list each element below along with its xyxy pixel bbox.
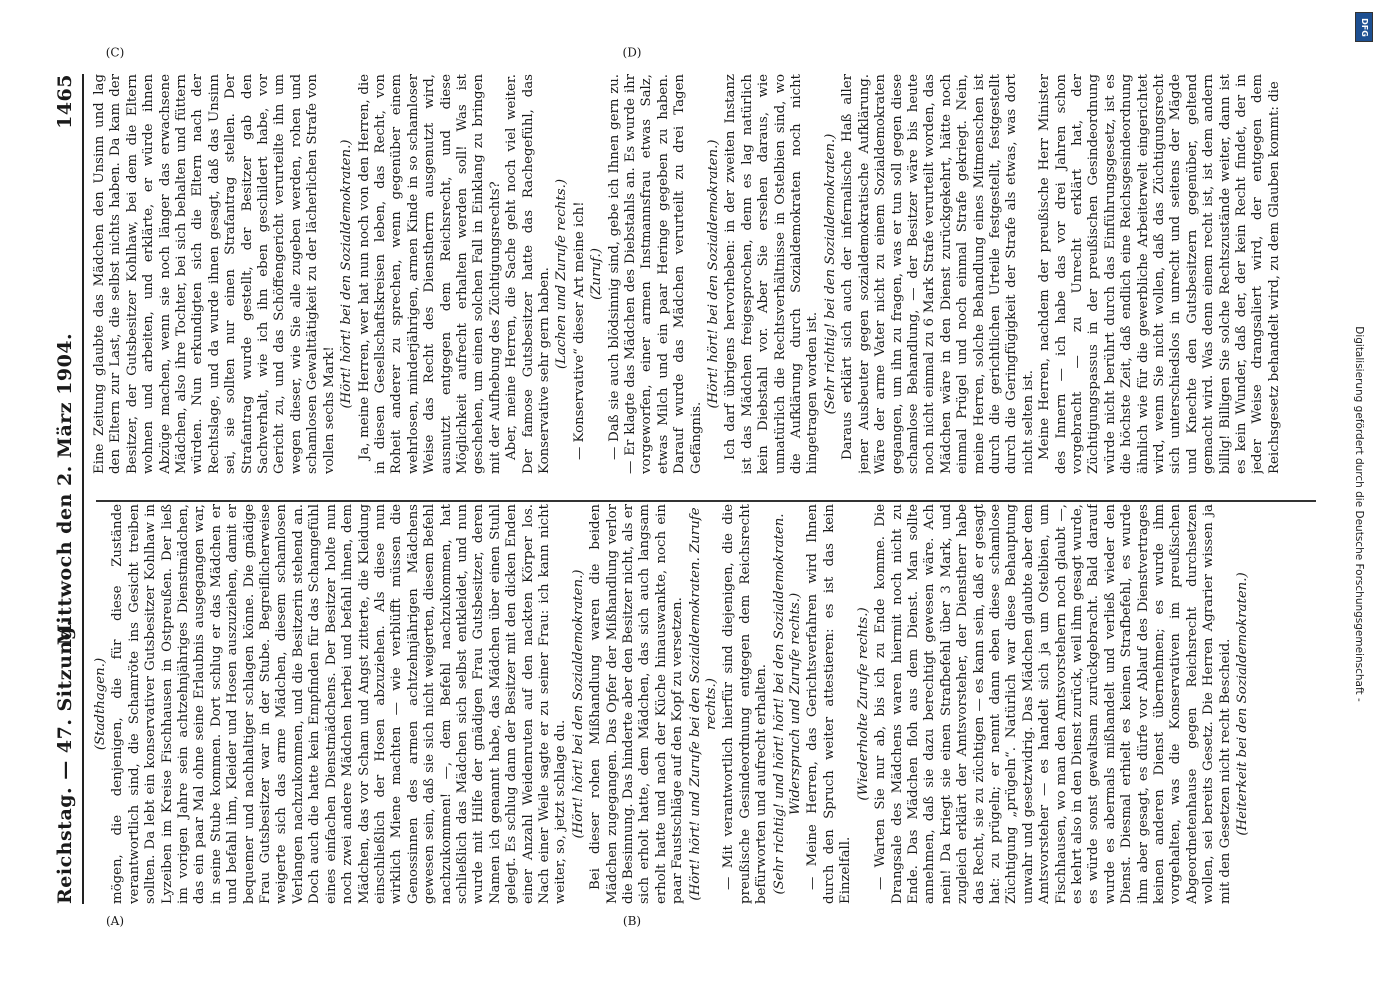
paragraph: Ja, meine Herren, wer hat nun noch von den Herren, die in diesen Gesellschaftskreisen leben, das Recht, von Roheit anderer zu sprechen, wenn gegenüber einem wehrlosen, minderjährigen, armen Kinde in so schamloser Weise das Recht des Dienstherrn ausgenutzt wird, ausnutzt entgegen dem Reichsrecht, und diese Möglichkeit aufrecht erhalten werden soll! Was ist geschehen, um einen solchen Fall in Einklang zu bringen mit der Aufhebung des Züchtigungsrechts?: [356, 74, 503, 474]
column-divider: [96, 500, 1316, 502]
paragraph: — Meine Herren, das Gerichtsverfahren wird Ihnen durch den Spruch weiter attestieren: es ist das kein Einzelfall.: [805, 504, 854, 904]
margin-marker-d: (D): [622, 45, 642, 60]
paragraph: Eine Zeitung glaubte das Mädchen den Unsinn und lag den Eltern zur Last, die selbst nichts haben. Da kam der Besitzer, der Gutsbesitzer Kohlhaw, bei dem die Eltern wohnen und arbeiten, und erklärte, er würde ihnen Abzüge machen, wenn sie noch länger das erwachsene Mädchen, also ihre Tochter, bei sich behalten und füttern würden. Nun erkundigten sich die Eltern nach der Rechtslage, und da wurde ihnen gesagt, daß das Unsinn sei, sie sollten nur einen Strafantrag stellen. Der Strafantrag wurde gestellt, der Besitzer gab den Sachverhalt, wie ich ihn eben geschildert habe, vor Gericht zu, und das Schöffengericht verurteilte ihn um wegen dieser, wie Sie alle zugeben werden, rohen und schamlosen Gewalttätigkeit zu der lächerlichen Strafe von vollen sechs Mark!: [92, 74, 337, 474]
left-column: [92, 504, 1322, 904]
interjection: (Hört! hört! bei den Sozialdemokraten.): [570, 569, 586, 839]
digitization-note: Digitalisierung gefördert durch die Deutsche Forschungsgemeinschaft -: [1353, 326, 1365, 702]
header-session: Reichstag. — 47. Sitzung.: [54, 619, 76, 904]
margin-marker-a: (A): [105, 913, 125, 928]
paragraph: — Mit verantwortlich hierfür sind diejenigen, die die preußische Gesindeordnung entgegen dem Reichsrecht befürworten und aufrecht erhalten.: [721, 504, 770, 904]
paragraph: Bei dieser rohen Mißhandlung waren die beiden Mädchen zugegangen. Das Opfer der Mißhandlung verlor die Besinnung. Das hinderte aber den Besitzer nicht, als er sich erholt hatte, dem Mädchen, das sich auch langsam erholt hatte und nach der Küche hinauswankte, noch ein paar Faustschläge auf den Kopf zu versetzen.: [588, 504, 686, 904]
interjection: (Hört! hört! bei den Sozialdemokraten.): [339, 139, 355, 409]
interjection: (Sehr richtig! und hört! hört! bei den Sozialdemokraten. Widerspruch und Zurufe rechts.): [771, 513, 804, 895]
interjection: (Heiterkeit bei den Sozialdemokraten.): [1235, 572, 1251, 836]
margin-marker-c: (C): [105, 45, 125, 60]
paragraph: mögen, die denjenigen, die für diese Zustände verantwortlich sind, die Schamröte ins Gesicht treiben sollten. Da lebt ein konservativer Gutsbesitzer Kohlhaw in Lyzeiben im Kreise Fischhausen in Ostpreußen. Der ließ im vorigen Jahre sein achtzehnjähriges Dienstmädchen, das ein paar Mal ohne seine Erlaubnis ausgegangen war, in seine Stube kommen. Dort schlug er das Mädchen er und befahl ihm, Kleider und Hosen auszuziehen, damit er bequemer und nachhaltiger schlagen könne. Die gnädige Frau Gutsbesitzer war in der Stube. Begreiflicherweise weigerte sich das arme Mädchen, diesem schamlosen Verlangen nachzukommen, und die Besitzerin stehend an. Doch auch die hatte kein Empfinden für das Schamgefühl eines einfachen Dienstmädchens. Der Besitzer holte nun noch zwei andere Mädchen herbei und befahl ihnen, dem Mädchen, das vor Scham und Angst zitterte, die Kleidung einschließlich der Hosen abzuziehen. Als diese nun wirklich Miene machten — wie verblüfft müssen die Genossinnen des armen achtzehnjährigen Mädchens gewesen sein, daß sie sich nicht weigerten, diesem Befehl nachzukommen! —, dem Befehl nachzukommen, hat schließlich das Mädchen sich selbst entkleidet, und nun wurde mit Hilfe der gnädigen Frau Gutsbesitzer, deren Namen ich genannt habe, das Mädchen über einen Stuhl gelegt. Es schlug dann der Besitzer mit den dicken Enden einer Anzahl Weidenruten auf den nackten Körper los. Nach einer Weile sagte er zu seiner Frau: ich kann nicht weiter, so, jetzt schlage du.: [110, 504, 569, 904]
right-column: [92, 74, 1322, 474]
interjection: (Sehr richtig! bei den Sozialdemokraten.): [822, 133, 838, 415]
interjection: (Hört! hört! bei den Sozialdemokraten.): [706, 139, 722, 409]
header-page-number: 1465: [54, 74, 76, 129]
interjection: (Zuruf.): [589, 248, 605, 300]
paragraph: Meine Herren, nachdem der preußische Herr Minister des Innern — ich habe das vor drei Jahren schon vorgebracht — zu Unrecht erklärt hat, der Züchtigungspassus in der preußischen Gesindeordnung würde nicht berührt durch das Einführungsgesetz, ist es die höchste Zeit, daß endlich eine Reichsgesindeordnung ähnlich wie für die gewerbliche Arbeiterwelt eingerichtet wird, wenn Sie nicht wollen, daß das Züchtigungsrecht sich unterschiedslos in unrecht und seitens der Mägde und Knechte den Gutsbesitzern gegenüber, geltend gemacht wird. Was denn einem recht ist, ist dem andern billig! Billigen Sie solche Rechtszustände weiter, dann ist es kein Wunder, daß der, der kein Recht findet, der in jeder Weise drangsaliert wird, der entgegen dem Reichsgesetz behandelt wird, zu dem Glauben kommt: die: [1037, 74, 1282, 474]
interjection: (Lachen und Zurufe rechts.): [554, 178, 570, 370]
interjection: (Stadthagen.): [93, 657, 108, 751]
dfg-logo-text: DFG: [1359, 17, 1369, 37]
interjection: (Hört! hört! und Zurufe bei den Sozialdemokraten. Zurufe rechts.): [687, 507, 720, 901]
paragraph: Daraus erklärt sich auch der infernalische Haß aller jener Ausbeuter gegen sozialdemokratische Aufklärung. Wäre der arme Vater nicht zu einem Sozialdemokraten gegangen, um ihn zu fragen, was er tun soll gegen diese schamlose Behandlung, — der Besitzer wäre bis heute noch nicht einmal zu 6 Mark Strafe verurteilt worden, das Mädchen wäre in den Dienst zurückgekehrt, hätte noch einmal Prügel und noch einmal Strafe gekriegt. Nein, meine Herren, solche Behandlung eines Mitmenschen ist durch die gerichtlichen Urteile festgestellt, festgestellt durch die Geringfügigkeit der Strafe als etwas, was dort nicht selten ist.: [840, 74, 1036, 474]
interjection: (Wiederholte Zurufe rechts.): [855, 607, 871, 801]
paragraph: — Daß sie auch blödsinnig sind, gebe ich Ihnen gern zu. — Er klagte das Mädchen des Diebstahls an. Es wurde ihr vorgeworfen, einer armen Instmannsfrau etwas Salz, etwas Milch und ein paar Heringe gegeben zu haben. Darauf wurde das Mädchen verurteilt zu drei Tagen Gefängnis.: [606, 74, 704, 474]
paragraph: — Warten Sie nur ab, bis ich zu Ende komme. Die Drangsale des Mädchens waren hiermit noch nicht zu Ende. Das Mädchen floh aus dem Dienst. Man sollte annehmen, daß sie dazu berechtigt gewesen wäre. Ach nein! Da kriegt sie einen Strafbefehl über 3 Mark, und zugleich erklärt der Amtsvorsteher, der Dienstherr habe das Recht, sie zu züchtigen — es kann sein, daß er gesagt hat: zu prügeln; er nennt dann eben diese schamlose Züchtigung „prügeln“. Natürlich war diese Behauptung unwahr und gesetzwidrig. Das Mädchen glaubte aber dem Amtsvorsteher — es handelt sich ja um Ostelbien, um Fischhausen, wo man den Amtsvorstehern noch glaubt —, es kehrt also in den Dienst zurück, weil ihm gesagt wurde, es würde sonst gewaltsam zurückgebracht. Bald darauf wurde es abermals mißhandelt und verließ wieder den Dienst. Diesmal erhielt es keinen Strafbefehl, es wurde ihm aber gesagt, es dürfe vor Ablauf des Dienstvertrages keinen anderen Dienst übernehmen; es wurde ihm vorgehalten, was die Konservativen im preußischen Abgeordnetenhause gegen Reichsrecht durchsetzen wollen, sei bereits Gesetz. Die Herren Agrarier wissen ja mit den Gesetzen nicht recht Bescheid.: [873, 504, 1233, 904]
header-date: Mittwoch den 2. März 1904.: [54, 332, 76, 646]
page-header: [52, 74, 84, 904]
digitization-stamp: [1353, 6, 1377, 986]
margin-marker-b: (B): [622, 913, 642, 928]
paragraph: — Konservative“ dieser Art meine ich!: [571, 201, 587, 460]
paragraph: Ich darf übrigens hervorheben: in der zweiten Instanz ist das Mädchen freigesprochen, denn es lag natürlich kein Diebstahl vor. Aber Sie ersehen daraus, wie unnatürlich die Rechtsverhältnisse in Ostelbien sind, wo die Aufklärung durch Sozialdemokraten noch nicht hingetragen worden ist.: [723, 74, 821, 474]
paragraph: Aber, meine Herren, die Sache geht noch viel weiter. Der famose Gutsbesitzer hatte das Rachegefühl, das Konservative sehr gern haben.: [504, 74, 552, 474]
